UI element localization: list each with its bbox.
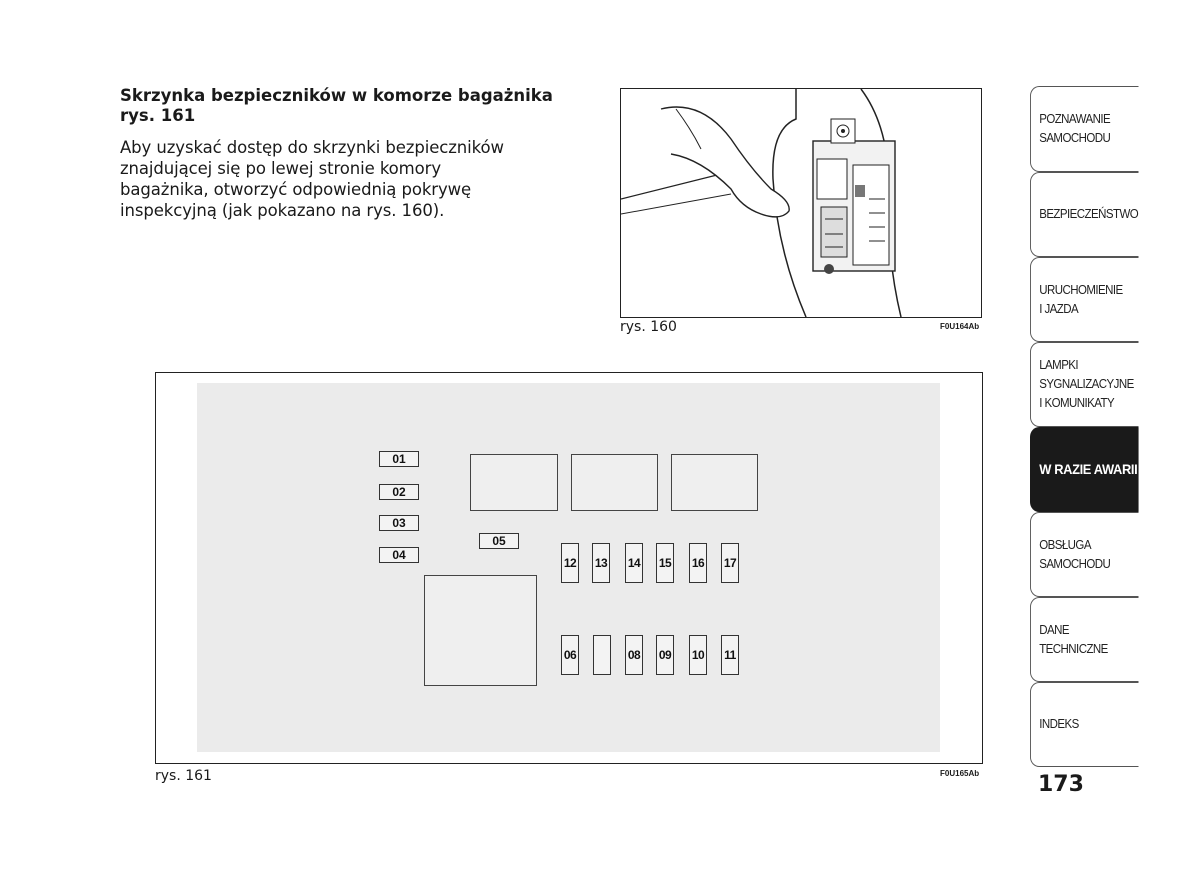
- nav-tab-w-razie-awarii[interactable]: W RAZIE AWARII: [1030, 427, 1139, 512]
- fuse-slot-14: 14: [625, 543, 643, 583]
- fuse-slot-13: 13: [592, 543, 610, 583]
- fuse-slot-06: 06: [561, 635, 579, 675]
- fuse-label-04: 04: [379, 547, 419, 563]
- fuse-box-photo-illustration: [621, 89, 981, 317]
- nav-tab-dane-techniczne[interactable]: DANE TECHNICZNE: [1030, 597, 1139, 682]
- relay-box-large: [424, 575, 537, 686]
- nav-tab-bezpieczenstwo[interactable]: BEZPIECZEŃSTWO: [1030, 172, 1139, 257]
- fuse-slot-08: 08: [625, 635, 643, 675]
- nav-tab-obsluga-samochodu[interactable]: OBSŁUGA SAMOCHODU: [1030, 512, 1139, 597]
- fuse-slot-empty: [593, 635, 611, 675]
- section-heading: Skrzynka bezpieczników w komorze bagażnika rys. 161: [120, 86, 553, 125]
- relay-box-1: [470, 454, 558, 511]
- relay-box-3: [671, 454, 758, 511]
- section-paragraph: Aby uzyskać dostęp do skrzynki bezpieczników znajdującej się po lewej stronie komory bagażnika, otworzyć odpowiednią pokrywę inspekcyjną (jak pokazano na rys. 160).: [120, 138, 504, 220]
- fuse-slot-12: 12: [561, 543, 579, 583]
- fuse-label-03: 03: [379, 515, 419, 531]
- figure-161-caption: rys. 161: [155, 768, 212, 784]
- figure-160-caption: rys. 160: [620, 319, 677, 335]
- fuse-slot-17: 17: [721, 543, 739, 583]
- fuse-label-01: 01: [379, 451, 419, 467]
- nav-tab-uruchomienie-i-jazda[interactable]: URUCHOMIENIE I JAZDA: [1030, 257, 1139, 342]
- fuse-slot-10: 10: [689, 635, 707, 675]
- relay-box-2: [571, 454, 658, 511]
- fuse-slot-09: 09: [656, 635, 674, 675]
- figure-160-frame: [620, 88, 982, 318]
- figure-161-code: F0U165Ab: [940, 769, 980, 778]
- fuse-label-02: 02: [379, 484, 419, 500]
- fuse-label-05: 05: [479, 533, 519, 549]
- fuse-slot-15: 15: [656, 543, 674, 583]
- fuse-slot-16: 16: [689, 543, 707, 583]
- page-number: 173: [1038, 772, 1084, 797]
- nav-tab-indeks[interactable]: INDEKS: [1030, 682, 1139, 767]
- fuse-slot-11: 11: [721, 635, 739, 675]
- nav-tab-lampki-sygnalizacyjne[interactable]: LAMPKI SYGNALIZACYJNE I KOMUNIKATY: [1030, 342, 1139, 427]
- figure-160-code: F0U164Ab: [940, 322, 980, 331]
- nav-tab-poznawanie-samochodu[interactable]: POZNAWANIE SAMOCHODU: [1030, 86, 1139, 172]
